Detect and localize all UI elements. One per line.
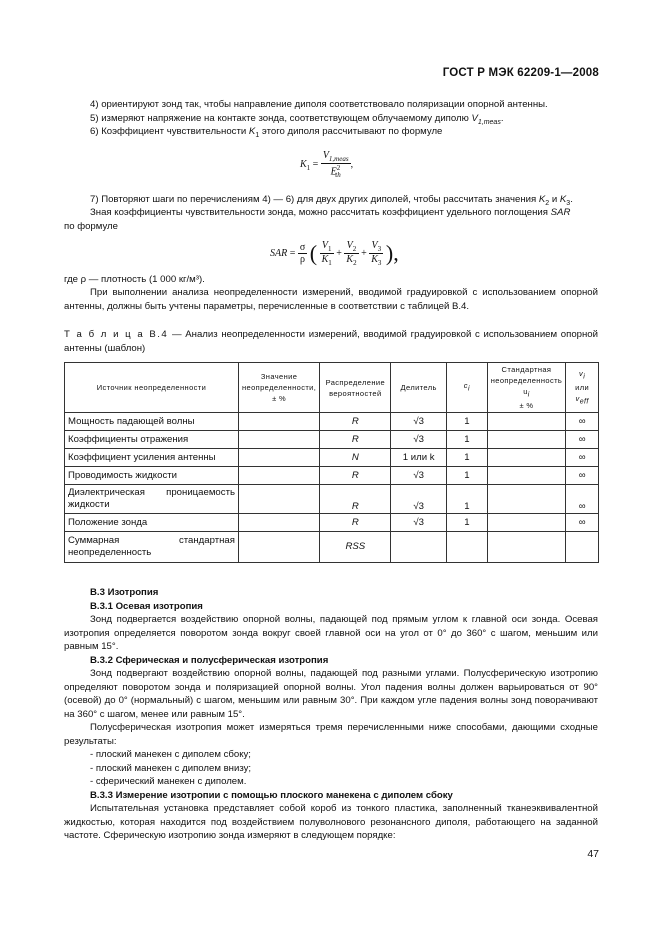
header-std-unc: Стандартная неопределенность $u_i$ ± % — [487, 363, 566, 413]
header-source: Источник неопределенности — [65, 363, 239, 413]
row-source: Положение зонда — [65, 514, 239, 532]
step-5: 5) измеряют напряжение на контакте зонда, соответствующем облучаемому диполю $V_{1,meas}$. — [90, 113, 504, 126]
header-divisor: Делитель — [391, 363, 447, 413]
header-distribution: Распределение вероятностей — [320, 363, 391, 413]
header-ci: $c_i$ — [447, 363, 488, 413]
list-item: - плоский манекен с диполем сбоку; — [90, 749, 251, 760]
list-item: - сферический манекен с диполем. — [90, 776, 247, 787]
header-vi: $v_i$ или $v_{eff}$ — [566, 363, 599, 413]
step-4: 4) ориентируют зонд так, чтобы направление диполя соответствовало поляризации опорной антенны. — [90, 99, 548, 110]
table-row: Проводимость жидкости R √3 1 ∞ — [65, 467, 599, 485]
formula-sar: SAR = $\frac{\sigma}{\rho}$ ( $\frac{V_1}{K_1}$ + $\frac{V_2}{K_2}$ + $\frac{V_3}{K_3}$ ), — [270, 240, 399, 267]
table-row: Положение зонда R √3 1 ∞ — [65, 514, 599, 532]
know-line-2: по формуле — [64, 221, 118, 232]
formula-k1: $K_1$ = $\frac{V_{1,meas}}{E^2_{th}}$ , — [300, 150, 354, 180]
intro-table-b4: При выполнении анализа неопределенности измерений, вводимой градуировкой с использованием опорной антенны, должны быть учтены параметры, перечисленные в соответствии с таблицей В.4. — [64, 287, 598, 312]
standard-code-header: ГОСТ Р МЭК 62209-1—2008 — [442, 67, 599, 79]
text-b32-2: Полусферическая изотропия может измеряться тремя перечисленными ниже способами, дающими сходные результаты: — [64, 722, 598, 747]
table-row: Мощность падающей волны R √3 1 ∞ — [65, 413, 599, 431]
row-source: Мощность падающей волны — [65, 413, 239, 431]
table-caption: Т а б л и ц а В.4 — Анализ неопределенности измерений, вводимой градуировкой с использованием опорной антенны (шаблон) — [64, 329, 598, 354]
row-source: Проводимость жидкости — [65, 467, 239, 485]
header-value: Значение неопределенности, ± % — [238, 363, 319, 413]
table-row: Коэффициенты отражения R √3 1 ∞ — [65, 431, 599, 449]
row-source: Коэффициенты отражения — [65, 431, 239, 449]
heading-b31: В.3.1 Осевая изотропия — [90, 600, 203, 612]
section-b3 — [64, 586, 598, 843]
table-total-row: Суммарная стандартная неопределенность RSS — [65, 532, 599, 563]
uncertainty-table — [64, 362, 599, 563]
row-source: Коэффициент усиления антенны — [65, 449, 239, 467]
row-source: Диэлектрическая проницаемость жидкости — [65, 485, 239, 514]
density-note: где ρ — плотность (1 000 кг/м³). — [64, 274, 205, 285]
heading-b32: В.3.2 Сферическая и полусферическая изотропия — [90, 654, 329, 666]
table-row: Коэффициент усиления антенны N 1 или k 1 ∞ — [65, 449, 599, 467]
text-b32: Зонд подвергают воздействию опорной волны, падающей под разными углами. Полусферическую изотропию определяют поворотом зонда и поляризацией опорной волны. Угол падения волны должен варьироваться от 90° (осевой) до 0° (нормальный) с шагом, меньшим или равным 30°. При каждом угле падения волны зонд поворачивают на 360° с шагом, менее или равным 15°. — [64, 668, 598, 720]
total-source: Суммарная стандартная неопределенность — [65, 532, 239, 563]
list-item: - плоский манекен с диполем внизу; — [90, 762, 252, 774]
table-row: Диэлектрическая проницаемость жидкости R √3 1 ∞ — [65, 485, 599, 514]
know-line: Зная коэффициенты чувствительности зонда, можно рассчитать коэффициент удельного поглощения SAR — [90, 207, 571, 218]
heading-b33: В.3.3 Измерение изотропии с помощью плоского манекена с диполем сбоку — [90, 789, 453, 801]
text-b31: Зонд подвергается воздействию опорной волны, падающей под прямым углом к главной оси зонда. Осевая изотропия определяется поворотом зонда вокруг своей главной оси на угол от 0° до 360° с шагом, меньшим или равным 15°. — [64, 614, 598, 652]
table-header-row — [65, 363, 599, 413]
step-6: 6) Коэффициент чувствительности $K_1$ этого диполя рассчитывают по формуле — [90, 126, 443, 139]
step-7: 7) Повторяют шаги по перечислениям 4) — 6) для двух других диполей, чтобы рассчитать значения $K_2$ и $K_3$. — [90, 194, 573, 207]
text-b33: Испытательная установка представляет собой короб из тонкого пластика, заполненный тканеэквивалентной жидкостью, которая находится под воздействием полуволнового резонансного диполя, работающего на заданной частоте. Сферическую изотропию зонда измеряют в следующем порядке: — [64, 803, 598, 841]
heading-b3: В.3 Изотропия — [90, 587, 159, 598]
page-number: 47 — [587, 848, 599, 860]
